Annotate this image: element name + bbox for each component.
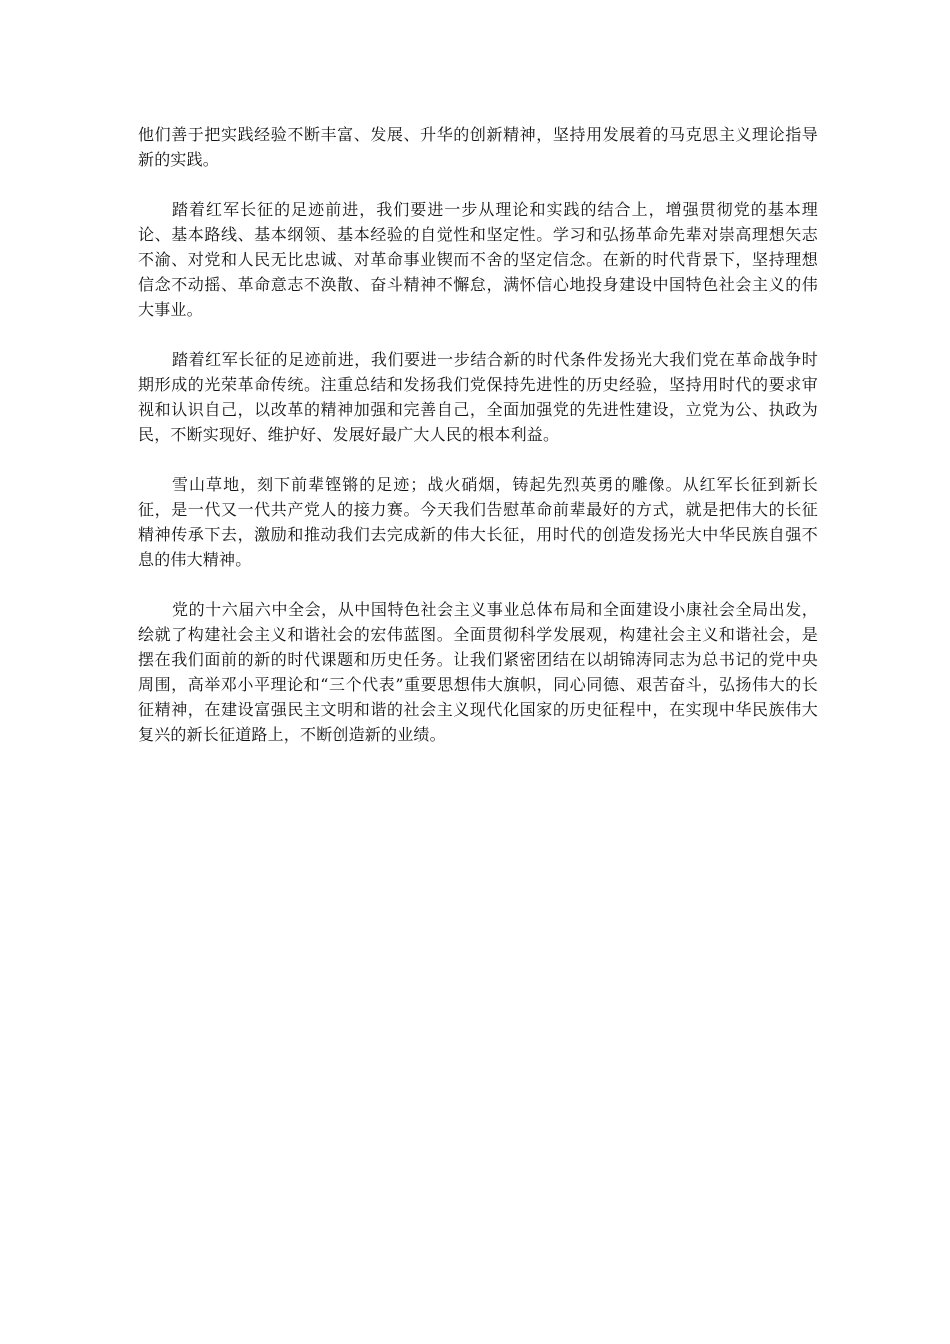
paragraph-4: 雪山草地，刻下前辈铿锵的足迹；战火硝烟，铸起先烈英勇的雕像。从红军长征到新长征，是一代又一代共产党人的接力赛。今天我们告慰革命前辈最好的方式，就是把伟大的长征精神传承下去，激励和推动我们去完成新的伟大长征，用时代的创造发扬光大中华民族自强不息的伟大精神。 — [138, 475, 818, 569]
paragraph-2: 踏着红军长征的足迹前进，我们要进一步从理论和实践的结合上，增强贯彻党的基本理论、基本路线、基本纲领、基本经验的自觉性和坚定性。学习和弘扬革命先辈对崇高理想矢志不渝、对党和人民无比忠诚、对革命事业锲而不舍的坚定信念。在新的时代背景下，坚持理想信念不动摇、革命意志不涣散、奋斗精神不懈怠，满怀信心地投身建设中国特色社会主义的伟大事业。 — [138, 200, 818, 319]
paragraph-3: 踏着红军长征的足迹前进，我们要进一步结合新的时代条件发扬光大我们党在革命战争时期形成的光荣革命传统。注重总结和发扬我们党保持先进性的历史经验，坚持用时代的要求审视和认识自己，以改革的精神加强和完善自己，全面加强党的先进性建设，立党为公、执政为民，不断实现好、维护好、发展好最广大人民的根本利益。 — [138, 350, 818, 444]
document-body — [138, 122, 818, 772]
paragraph-1: 他们善于把实践经验不断丰富、发展、升华的创新精神，坚持用发展着的马克思主义理论指导新的实践。 — [138, 125, 818, 169]
paragraph-5: 党的十六届六中全会，从中国特色社会主义事业总体布局和全面建设小康社会全局出发，绘就了构建社会主义和谐社会的宏伟蓝图。全面贯彻科学发展观，构建社会主义和谐社会，是摆在我们面前的新的时代课题和历史任务。让我们紧密团结在以胡锦涛同志为总书记的党中央周围，高举邓小平理论和“三个代表”重要思想伟大旗帜，同心同德、艰苦奋斗，弘扬伟大的长征精神，在建设富强民主文明和谐的社会主义现代化国家的历史征程中，在实现中华民族伟大复兴的新长征道路上，不断创造新的业绩。 — [138, 600, 818, 744]
